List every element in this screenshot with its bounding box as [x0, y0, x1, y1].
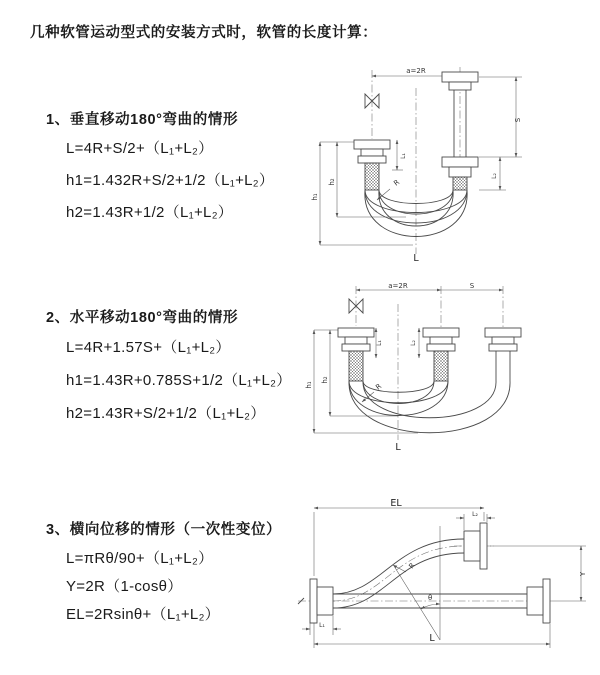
dim-label-l2: L₂	[491, 173, 498, 179]
section1-formula-h2: h2=1.43R+1/2（L₁+L₂）	[66, 204, 234, 221]
dim-label-l1: L₁	[400, 153, 407, 159]
section2-heading: 2、水平移动180°弯曲的情形	[46, 310, 239, 326]
page-title: 几种软管运动型式的安装方式时，软管的长度计算：	[30, 25, 378, 41]
flange	[310, 579, 317, 623]
section1-formula-l: L=4R+S/2+（L₁+L₂）	[66, 140, 214, 157]
diagram-vertical-180-bend	[310, 62, 585, 267]
dim-label-a2r: a=2R	[406, 67, 426, 75]
radius-label: R	[374, 382, 384, 392]
angle-label: θ	[428, 594, 433, 602]
section3-formula-el: EL=2Rsinθ+（L₁+L₂）	[66, 606, 220, 623]
radius-label: R	[392, 178, 402, 188]
valve-icon	[349, 299, 356, 313]
dim-label-l1: L₁	[319, 622, 325, 629]
dim-label-h1: h₁	[311, 193, 319, 201]
section3-formula-l: L=πRθ/90+（L₁+L₂）	[66, 550, 214, 567]
diagram-lateral-displacement	[294, 496, 598, 656]
section3-formula-y: Y=2R（1-cosθ）	[66, 578, 183, 595]
section1-heading: 1、垂直移动180°弯曲的情形	[46, 112, 239, 128]
dimension-lines	[302, 508, 586, 648]
hose-drawing	[338, 299, 521, 433]
dim-label-l2: L₂	[472, 511, 478, 518]
section1-formula-h1: h1=1.432R+S/2+1/2（L₁+L₂）	[66, 172, 275, 189]
length-label: L	[395, 442, 401, 453]
dim-label-y: Y	[579, 571, 587, 577]
dim-label-el: EL	[390, 498, 402, 509]
dim-label-s: S	[514, 117, 522, 123]
dim-label-s: S	[469, 282, 475, 290]
dim-label-l2: L₂	[410, 340, 417, 346]
dim-label-l1: L₁	[376, 340, 383, 346]
dimension-lines	[314, 290, 503, 433]
dim-label-h2: h₂	[328, 178, 336, 186]
length-label: L	[429, 633, 435, 644]
valve-icon	[365, 94, 372, 108]
dim-label-a2r: a=2R	[388, 282, 408, 290]
centerlines	[298, 546, 552, 601]
section3-heading: 3、横向位移的情形（一次性变位）	[46, 522, 282, 538]
section2-formula-h2: h2=1.43R+S/2+1/2（L₁+L₂）	[66, 405, 266, 422]
braided-section	[349, 351, 363, 381]
braided-section	[365, 163, 379, 190]
dim-label-h2: h₂	[321, 376, 329, 384]
section2-formula-h1: h1=1.43R+0.785S+1/2（L₁+L₂）	[66, 372, 292, 389]
centerlines	[356, 286, 503, 440]
length-label: L	[413, 253, 419, 264]
hose-drawing	[298, 523, 550, 623]
dimension-lines	[320, 76, 522, 245]
section2-formula-l: L=4R+1.57S+（L₁+L₂）	[66, 339, 231, 356]
diagram-horizontal-180-bend	[306, 280, 598, 455]
radius-label: R	[407, 561, 417, 571]
dim-label-h1: h₁	[305, 381, 313, 389]
